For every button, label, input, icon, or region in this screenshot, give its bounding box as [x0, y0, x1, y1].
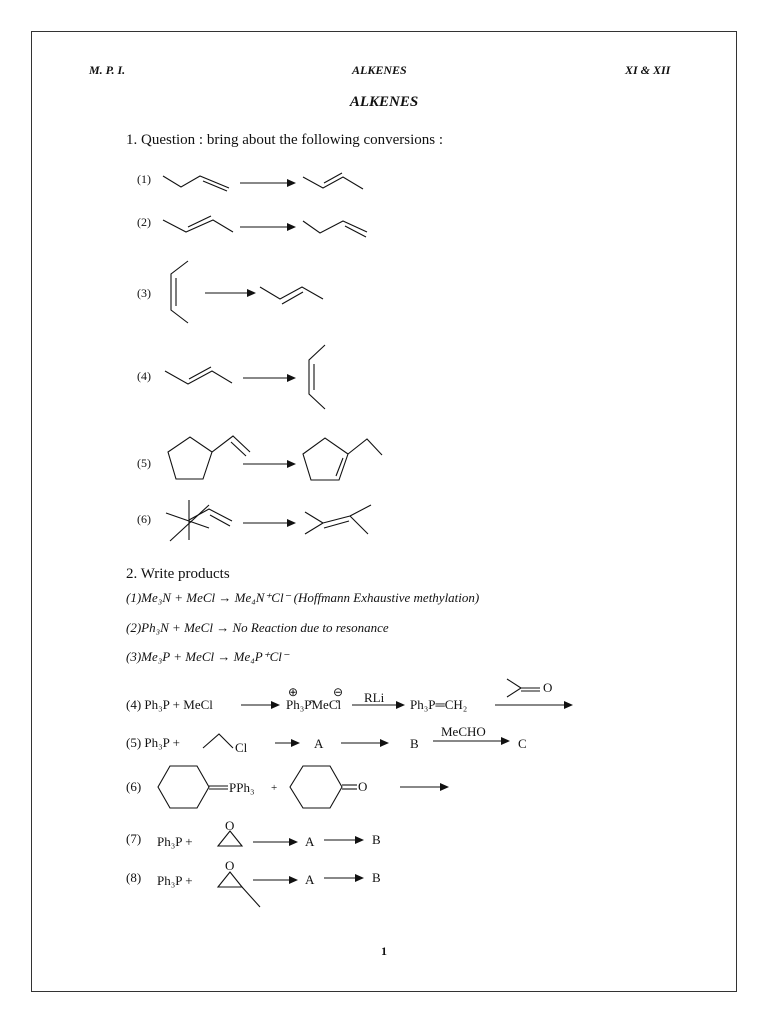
question-1-heading: 1. Question : bring about the following conversions :	[126, 132, 444, 148]
header-left: M. P. I.	[89, 63, 126, 77]
eq6-plus: +	[271, 782, 278, 794]
eq4-ylide: Ph₃P═CH₂	[410, 697, 468, 712]
eq2	[126, 620, 389, 636]
conversion-label-1: (1)	[137, 172, 151, 186]
eq4-phosphonium-salt: Ph₃P̊MeC̊l	[286, 697, 342, 712]
eq5-product-c: C	[518, 736, 527, 751]
question-2-heading: 2. Write products	[126, 566, 230, 582]
eq4-minus-charge: ⊖	[333, 685, 344, 699]
eq1	[126, 590, 479, 606]
conversion-label-2: (2)	[137, 215, 151, 229]
eq5-reactant: Ph₃P +	[144, 735, 181, 750]
header-center: ALKENES	[352, 63, 407, 77]
eq4-number: (4)	[126, 697, 142, 712]
conversion-6-structures	[166, 500, 371, 541]
page-title: ALKENES	[349, 94, 419, 110]
eq4-reactant: Ph₃P + MeCl	[144, 697, 213, 712]
eq2-text: Ph₃N + MeCl → No Reaction due to resonance	[141, 620, 389, 635]
eq5-product-b: B	[410, 736, 419, 751]
eq1-text: Me₃N + MeCl → Me₄N⁺Cl⁻	[141, 590, 291, 605]
eq1-number: (1)	[126, 590, 142, 605]
eq8-number: (8)	[126, 870, 142, 885]
eq4-carbonyl-oxygen: O	[543, 680, 553, 695]
eq4-reagent: RLi	[364, 690, 385, 705]
eq7-epoxide-oxygen: O	[225, 818, 235, 833]
eq3-number: (3)	[126, 649, 142, 664]
eq3	[126, 649, 289, 665]
page-number: 1	[381, 944, 387, 958]
eq6-structures	[158, 766, 449, 808]
conversion-4-structures	[165, 345, 325, 409]
eq7-structures	[218, 831, 364, 846]
eq8-product-a: A	[305, 872, 315, 887]
eq8-epoxide-oxygen: O	[225, 858, 235, 873]
eq8-reactant: Ph₃P +	[157, 873, 193, 888]
eq8-structures	[218, 872, 364, 907]
conversion-label-3: (3)	[137, 286, 151, 300]
conversion-label-4: (4)	[137, 369, 151, 383]
eq2-number: (2)	[126, 620, 142, 635]
conversion-2-structures	[163, 216, 367, 237]
eq6-ylide: PPh₃	[229, 780, 255, 795]
conversion-1-structures	[163, 173, 363, 191]
eq7-number: (7)	[126, 831, 142, 846]
conversion-label-6: (6)	[137, 512, 151, 526]
eq5-number: (5)	[126, 735, 142, 750]
eq8-product-b: B	[372, 870, 381, 885]
eq7-product-a: A	[305, 834, 315, 849]
conversion-5-structures	[168, 436, 382, 480]
eq5-number-and-reactant	[126, 735, 180, 751]
header-right: XI & XII	[625, 63, 671, 77]
eq1-note: (Hoffmann Exhaustive methylation)	[293, 590, 480, 605]
conversion-3-structures	[171, 261, 323, 323]
eq7-reactant: Ph₃P +	[157, 834, 193, 849]
eq6-number: (6)	[126, 779, 142, 794]
eq3-text: Me₃P + MeCl → Me₄P⁺Cl⁻	[141, 649, 289, 664]
eq7-product-b: B	[372, 832, 381, 847]
eq5-reagent: MeCHO	[441, 724, 486, 739]
eq4-number-and-reactant	[126, 697, 213, 713]
eq6-carbonyl-oxygen: O	[358, 779, 368, 794]
eq5-chloride: Cl	[235, 740, 248, 755]
eq4-plus-charge: ⊕	[288, 685, 299, 699]
eq5-product-a: A	[314, 736, 324, 751]
conversion-label-5: (5)	[137, 456, 151, 470]
